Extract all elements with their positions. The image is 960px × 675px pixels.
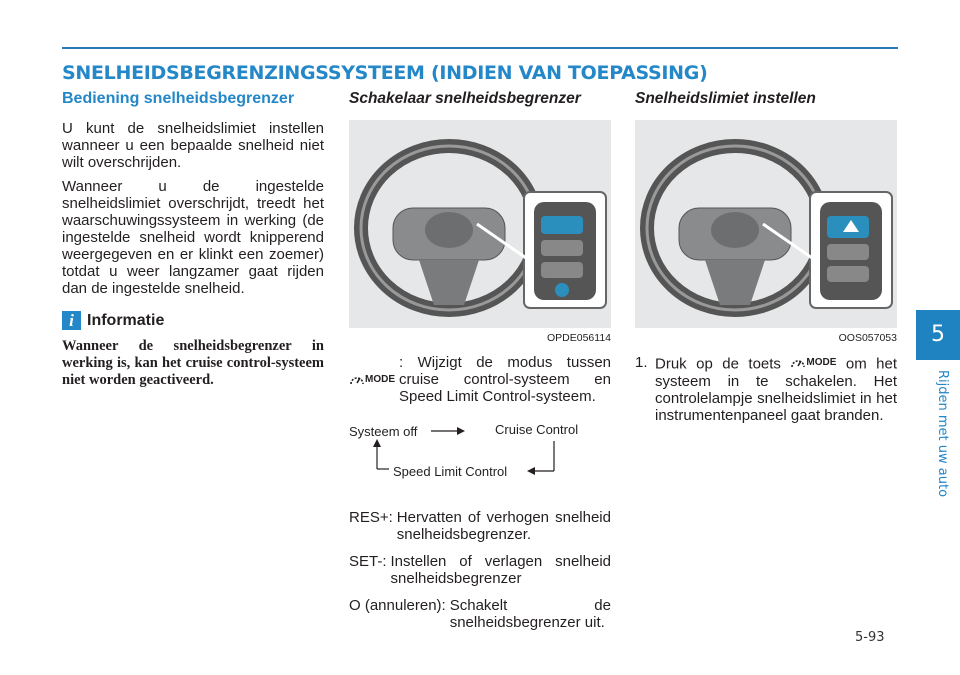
o-term: O (annuleren): (349, 597, 446, 614)
o-description: Schakelt de snelheidsbegrenzer uit. (449, 597, 611, 631)
mode-description: : Wijzigt de modus tussen cruise control-systeem en Speed Limit Control-systeem. (399, 354, 611, 405)
o-definition (349, 597, 611, 631)
res-term: RES+: (349, 509, 393, 526)
section-heading: Bediening snelheidsbegrenzer (62, 90, 295, 107)
info-icon: i (62, 311, 81, 330)
page-title: SNELHEIDSBEGRENZINGSSYSTEEM (INDIEN VAN TOEPASSING) (62, 62, 708, 84)
page-number: 5-93 (855, 630, 885, 645)
set-description: Instellen of verlagen snelheid snelheidsbegrenzer (390, 553, 611, 587)
mode-icon (790, 354, 836, 371)
mode-icon (349, 354, 395, 405)
mode-definition (349, 354, 611, 405)
chapter-title: Rijden met uw auto (935, 370, 950, 498)
figure-code: OPDE056114 (546, 332, 611, 344)
step-number: 1. (635, 354, 648, 371)
set-definition (349, 553, 611, 587)
section-heading: Schakelaar snelheidsbegrenzer (349, 90, 581, 107)
steering-wheel-figure (349, 120, 611, 328)
chapter-tab[interactable]: 5 (916, 310, 960, 360)
mode-label: MODE (806, 357, 837, 368)
column-2 (349, 90, 611, 631)
mode-flow-diagram (349, 419, 611, 499)
steering-wheel-illustration (635, 120, 897, 328)
res-description: Hervatten of verhogen snelheid snelheidsbegrenzer. (396, 509, 611, 543)
flow-systeem-off: Systeem off (349, 424, 418, 439)
section-heading: Snelheidslimiet instellen (635, 90, 816, 107)
paragraph: Wanneer u de ingestelde snelheidslimiet overschrijdt, treedt het waarschuwingssysteem in werking (de ingestelde snelheid wordt knipperend weergegeven en er klinkt een zoemer) totdat u weer langzamer gaat rijden dan de ingestelde snelheid. (62, 178, 324, 297)
figure-code: OOS057053 (838, 332, 897, 344)
steering-wheel-figure (635, 120, 897, 328)
info-header (62, 311, 324, 330)
step-1 (635, 354, 897, 424)
column-3 (635, 90, 897, 424)
header-rule (62, 47, 898, 49)
step-text-pre: Druk op de toets (655, 355, 781, 373)
steering-wheel-illustration (349, 120, 611, 328)
paragraph: U kunt de snelheidslimiet instellen wanneer u een bepaalde snelheid niet wilt overschrijden. (62, 120, 324, 171)
step-text (655, 354, 897, 424)
mode-label: MODE (365, 374, 395, 385)
info-text: Wanneer de snelheidsbegrenzer in werking is, kan het cruise control-systeem niet worden geactiveerd. (62, 338, 324, 388)
column-1 (62, 90, 324, 389)
step-text-post: om het systeem in te schakelen. Het controlelampje snelheidslimiet in het instrumentenpaneel gaat branden. (655, 355, 898, 424)
set-term: SET-: (349, 553, 387, 570)
flow-cruise-control: Cruise Control (495, 422, 579, 437)
info-title: Informatie (87, 311, 165, 329)
definition-list (349, 354, 611, 631)
res-definition (349, 509, 611, 543)
flow-speed-limit-control: Speed Limit Control (393, 464, 508, 479)
